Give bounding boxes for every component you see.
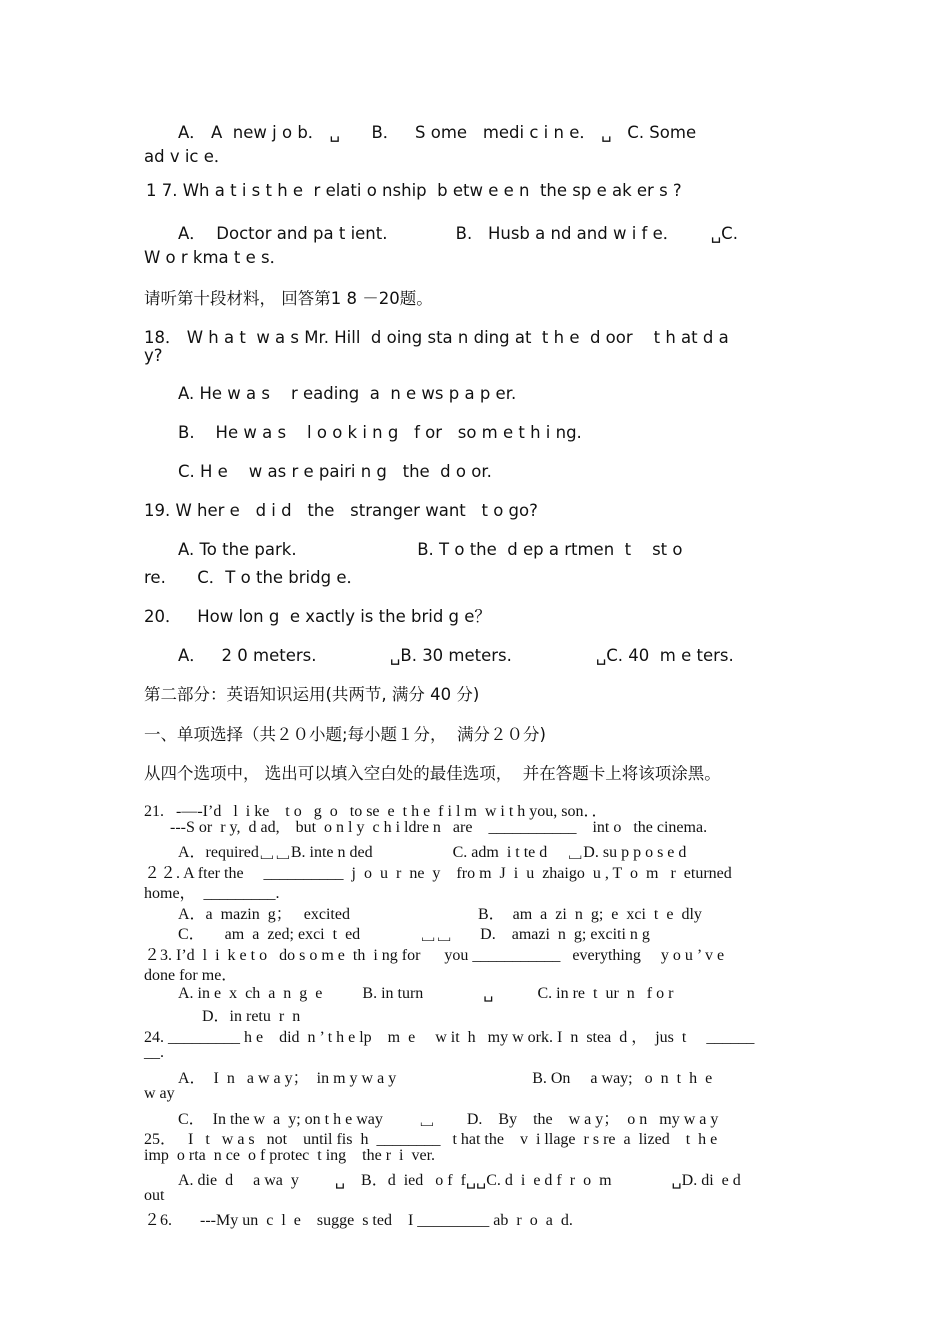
q22-options-cd: C． am a zed; exci t ed ␣␣ D. amazi n g; exciti n g — [178, 926, 650, 943]
q25-line-2: imp o rta n ce o f protec t ing the r i ver. — [144, 1147, 436, 1164]
q19-options: A. To the park. B. T o the d ep a rtmen t st o — [178, 540, 683, 559]
q23-line-2: done for me． — [144, 967, 238, 984]
q18-option-b: B. He w a s l o o k i n g f or so m e t h i ng. — [178, 423, 582, 442]
q23-option-d: D．in retu r n — [202, 1008, 301, 1025]
q23-options-abc: A. in e x ch a n g e B. in turn ␣ C. in re t ur n f o r — [178, 985, 674, 1002]
q16-options-wrap: ad v ic e． — [144, 147, 231, 166]
q20-question: 20． How lon g e xactly is the brid g e？ — [144, 607, 491, 626]
q18-option-a: A. He w a s r eading a n e ws p a p er. — [178, 384, 517, 403]
q19-question: 19. W her e d i d the stranger want t o go? — [144, 501, 538, 520]
q18-option-c: C. H e w as r e pairi n g the d o or. — [178, 462, 492, 481]
q18-question-wrap: y? — [144, 346, 163, 365]
q23-line-1: ２3. I’d l i k e t o do s o m e th i ng for you ___________ everything y o u ’ v e — [144, 947, 725, 964]
q21-line-1: 21. -—-I’d l i ke t o g o to se e t h e f i l m w i t h you, son．． — [144, 803, 608, 820]
q25-options-wrap: out — [144, 1187, 165, 1204]
section-10-instruction: 请听第十段材料， 回答第1 8 －20题。 — [144, 289, 433, 308]
q17-question: 1 7. Wh a t i s t h e r elati o nship b etw e e n the sp e ak er s ? — [146, 181, 682, 200]
q19-options-wrap: re. C．T o the bridg e． — [144, 568, 363, 587]
q22-line-1: ２２. A fter the __________ j o u r ne y fro m J i u zhaigo u , T o m r eturned — [144, 865, 732, 882]
q25-line-1: 25． I t w a s not until fis h ________ t hat the v i llage r s re a lized t h e — [144, 1131, 718, 1148]
q22-line-2: home， _________. — [144, 885, 280, 902]
part-two-heading: 第二部分：英语知识运用(共两节, 满分 40 分) — [144, 685, 480, 704]
part-two-instruction: 从四个选项中， 选出可以填入空白处的最佳选项， 并在答题卡上将该项涂黑。 — [144, 764, 721, 783]
q18-question: 18． W h a t w a s Mr. Hill d oing sta n ding at t h e d oor t h at d a — [144, 328, 729, 347]
q24-line-2: __. — [144, 1044, 164, 1061]
q24-options-cd: C． In the w a y; on t h e way ␣ D. By the w a y； o n my w a y — [178, 1111, 719, 1128]
q21-line-2: ---S or r y, d ad, but o n l y c h i ldre n are ___________ int o the cinema. — [170, 819, 708, 836]
q22-options-ab: A．a mazin g； excited B． am a zi n g; e xci t e dly — [178, 906, 702, 923]
q20-options: A． 2 0 meters. ␣B. 30 meters. ␣C. 40 m e ters. — [178, 646, 734, 665]
q26-line-1: ２6. ---My un c l e sugge s ted I _________ ab r o a d. — [144, 1212, 573, 1229]
q21-options: A．required␣␣B. inte n ded C. adm i t te d ␣D. su p p o s e d — [178, 844, 687, 861]
section-1-heading: 一、单项选择（共２０小题;每小题１分， 满分２０分) — [144, 725, 546, 744]
q24-options-ab: A． I n a w a y； in m y w a y B. On a way; o n t h e — [178, 1070, 713, 1087]
q24-options-wrap: w ay — [144, 1085, 175, 1102]
q17-options-wrap: W o r kma t e s． — [144, 248, 287, 267]
q24-line-1: 24. _________ h e did n ’ t h e lp m e w it h my w ork. I n stea d ， jus t ______ — [144, 1029, 755, 1046]
q16-options: A． A new j o b． ␣ B． S ome medi c i n e． ␣ C. Some — [178, 123, 697, 142]
q25-options: A. die d a wa y ␣ B．d ied o f f␣␣C. d i e d f r o m ␣D. di e d — [178, 1172, 741, 1189]
q17-options: A． Doctor and pa t ient. B. Husb a nd and w i f e． ␣C. — [178, 224, 738, 243]
